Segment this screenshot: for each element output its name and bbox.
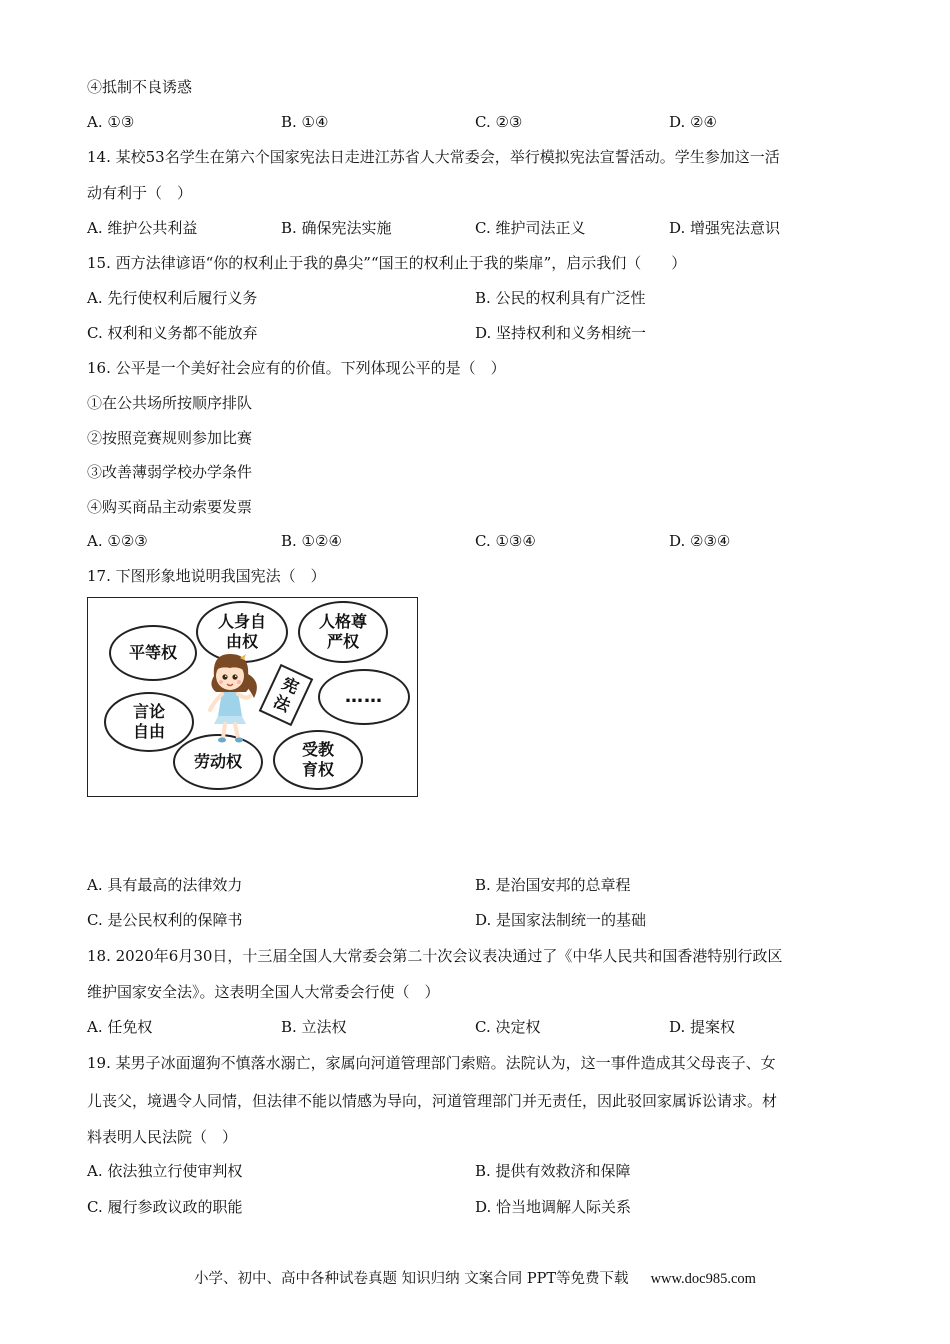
q14-option-d: D. 增强宪法意识	[669, 219, 781, 237]
q19-option-b: B. 提供有效救济和保障	[475, 1162, 631, 1180]
bubble-education-right	[273, 730, 363, 790]
bubble-dignity-line-2: 严权	[326, 632, 359, 651]
constitution-rights-figure	[87, 597, 418, 797]
bubble-personal-freedom-line-1: 人身自	[217, 612, 266, 631]
bubble-speech-line-2: 自由	[132, 722, 165, 741]
q16-option-a: A. ①②③	[87, 532, 148, 550]
bubble-more-rights	[318, 669, 410, 725]
q18-stem-line-2: 维护国家安全法》。这表明全国人大常委会行使（ ）	[87, 983, 440, 1001]
footer-text: 小学、初中、高中各种试卷真题 知识归纳 文案合同 PPT等免费下载	[194, 1271, 629, 1287]
q16-stem: 16. 公平是一个美好社会应有的价值。下列体现公平的是（ ）	[87, 359, 506, 377]
q13-item-4: ④抵制不良诱惑	[87, 78, 193, 96]
q14-option-a: A. 维护公共利益	[87, 219, 198, 237]
bubble-more-text: ……	[345, 686, 383, 707]
q18-option-c: C. 决定权	[475, 1018, 541, 1036]
q15-stem: 15. 西方法律谚语“你的权利止于我的鼻尖”“国王的权利止于我的柴扉”，启示我们（ ）	[87, 254, 687, 272]
bubble-labor-text: 劳动权	[193, 752, 242, 771]
q16-option-b: B. ①②④	[281, 532, 342, 550]
q16-option-c: C. ①③④	[475, 532, 536, 550]
q13-option-a: A. ①③	[87, 113, 135, 131]
bubble-personal-dignity	[298, 601, 388, 663]
q14-option-c: C. 维护司法正义	[475, 219, 586, 237]
footer-url-link[interactable]: www.doc985.com	[650, 1271, 756, 1287]
q14-option-b: B. 确保宪法实施	[281, 219, 392, 237]
bubble-education-line-1: 受教	[301, 740, 334, 759]
q19-option-d: D. 恰当地调解人际关系	[475, 1198, 632, 1216]
bubble-equality-text: 平等权	[128, 643, 177, 662]
q19-stem-line-1: 19. 某男子冰面遛狗不慎落水溺亡，家属向河道管理部门索赔。法院认为，这一事件造成其父母丧子、女	[87, 1054, 776, 1072]
q19-stem-line-3: 料表明人民法院（ ）	[87, 1128, 238, 1146]
sign-char-2: 法	[270, 691, 294, 716]
q17-option-c: C. 是公民权利的保障书	[87, 911, 243, 929]
q17-stem: 17. 下图形象地说明我国宪法（ ）	[87, 567, 326, 585]
sign-char-1: 宪	[279, 673, 302, 698]
q13-option-d: D. ②④	[669, 113, 717, 131]
q18-option-a: A. 任免权	[87, 1018, 153, 1036]
bubble-personal-freedom-line-2: 由权	[225, 632, 258, 651]
q16-item-1: ①在公共场所按顺序排队	[87, 394, 253, 412]
q13-option-b: B. ①④	[281, 113, 329, 131]
q17-option-b: B. 是治国安邦的总章程	[475, 876, 631, 894]
q17-option-a: A. 具有最高的法律效力	[87, 876, 243, 894]
q18-option-b: B. 立法权	[281, 1018, 347, 1036]
bubble-dignity-line-1: 人格尊	[318, 612, 367, 631]
q17-option-d: D. 是国家法制统一的基础	[475, 911, 647, 929]
q18-stem-line-1: 18. 2020年6月30日，十三届全国人大常委会第二十次会议表决通过了《中华人民共和国香港特别行政区	[87, 947, 783, 965]
bubble-speech-line-1: 言论	[132, 702, 165, 721]
bubble-education-line-2: 育权	[301, 760, 334, 779]
page-footer	[0, 1269, 950, 1289]
q16-option-d: D. ②③④	[669, 532, 731, 550]
q14-stem-line-2: 动有利于（ ）	[87, 184, 193, 202]
q19-option-a: A. 依法独立行使审判权	[87, 1162, 243, 1180]
q15-option-d: D. 坚持权利和义务相统一	[475, 324, 647, 342]
cartoon-girl-illustration	[192, 646, 268, 746]
q15-option-b: B. 公民的权利具有广泛性	[475, 289, 646, 307]
q16-item-3: ③改善薄弱学校办学条件	[87, 463, 253, 481]
q14-stem-line-1: 14. 某校53名学生在第六个国家宪法日走进江苏省人大常委会，举行模拟宪法宣誓活动。学生参加这一活	[87, 148, 780, 166]
q16-item-2: ②按照竞赛规则参加比赛	[87, 429, 253, 447]
q15-option-a: A. 先行使权利后履行义务	[87, 289, 258, 307]
q13-option-c: C. ②③	[475, 113, 523, 131]
q15-option-c: C. 权利和义务都不能放弃	[87, 324, 258, 342]
bubble-equality-right	[109, 625, 197, 681]
q19-option-c: C. 履行参政议政的职能	[87, 1198, 243, 1216]
bubble-freedom-of-speech	[104, 692, 194, 752]
q18-option-d: D. 提案权	[669, 1018, 736, 1036]
q19-stem-line-2: 儿丧父，境遇令人同情，但法律不能以情感为导向，河道管理部门并无责任，因此驳回家属诉讼请求。材	[87, 1092, 778, 1110]
q16-item-4: ④购买商品主动索要发票	[87, 498, 253, 516]
